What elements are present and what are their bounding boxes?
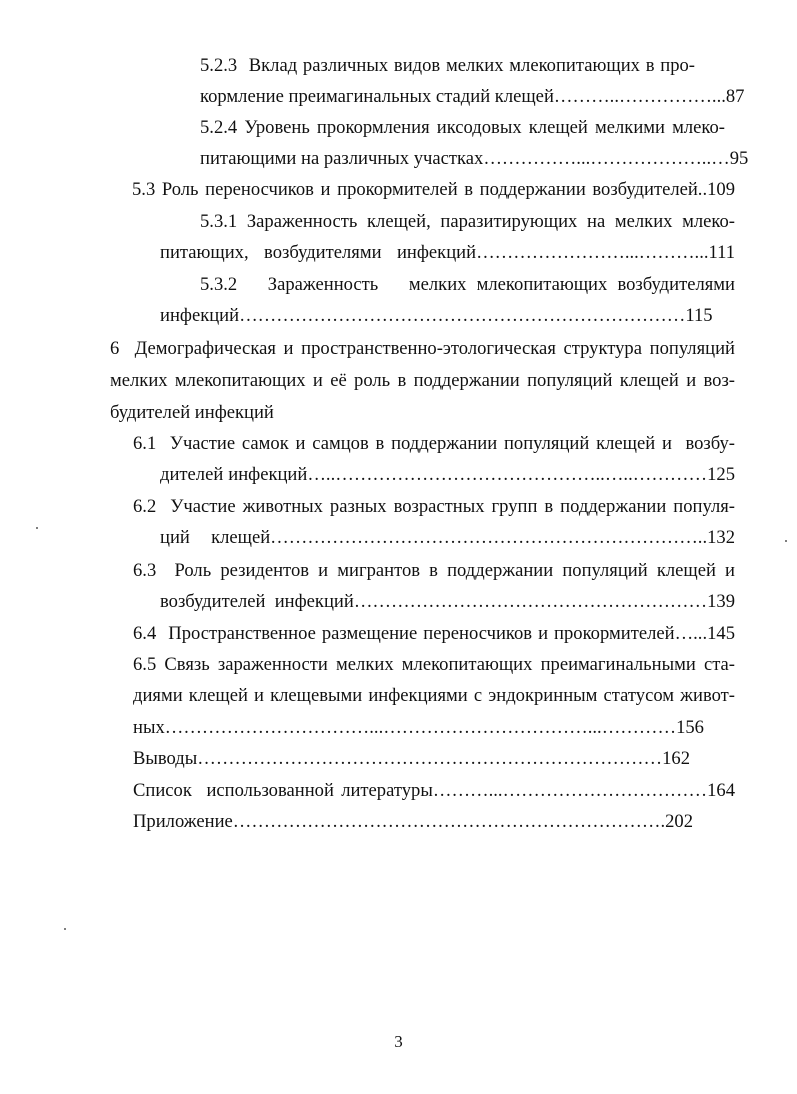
toc-line: дителей инфекций…..……………………………………..…..…………125 — [160, 464, 735, 485]
toc-chapter-line: мелких млекопитающих и её роль в поддержании популяций клещей и воз- — [110, 370, 735, 391]
toc-line: 6.3 Роль резидентов и мигрантов в поддержании популяций клещей и — [133, 560, 735, 581]
toc-line: Приложение…………………………………………………………….202 — [133, 811, 693, 832]
toc-chapter-line: 6 Демографическая и пространственно-этологическая структура популяций — [110, 338, 735, 359]
toc-chapter-line: будителей инфекций — [110, 402, 274, 423]
toc-line: Список использованной литературы………...……………………………164 — [133, 780, 735, 801]
toc-line: 5.2.4 Уровень прокормления иксодовых клещей мелкими млеко- — [200, 117, 725, 138]
scan-speck — [64, 928, 66, 930]
toc-line: ций клещей……………………………………………………………..132 — [160, 527, 735, 548]
toc-line: 6.5 Связь зараженности мелких млекопитающих преимагинальными ста- — [133, 654, 735, 675]
toc-line: 5.3.2 Зараженность мелких млекопитающих возбудителями — [200, 274, 735, 295]
toc-line: Выводы…………………………………………………………………162 — [133, 748, 690, 769]
toc-line: диями клещей и клещевыми инфекциями с эндокринным статусом живот- — [133, 685, 735, 706]
scan-speck — [785, 540, 787, 542]
toc-line: питающих, возбудителями инфекций……………………...………...111 — [160, 242, 735, 263]
toc-line: инфекций………………………………………………………………115 — [160, 305, 713, 326]
toc-line: ных……………………………...……………………………...…………156 — [133, 717, 704, 738]
scan-speck — [36, 527, 38, 529]
toc-line: 5.2.3 Вклад различных видов мелких млекопитающих в про- — [200, 55, 695, 76]
toc-line: питающими на различных участках……………...………………..…95 — [200, 148, 749, 169]
toc-line: 6.1 Участие самок и самцов в поддержании популяций клещей и возбу- — [133, 433, 735, 454]
toc-line: 6.2 Участие животных разных возрастных групп в поддержании популя- — [133, 496, 735, 517]
page-number: 3 — [394, 1032, 403, 1051]
toc-line: 6.4 Пространственное размещение переносчиков и прокормителей…...145 — [133, 623, 735, 644]
toc-line: 5.3 Роль переносчиков и прокормителей в поддержании возбудителей..109 — [132, 179, 735, 200]
toc-line: возбудителей инфекций…………………………………………………139 — [160, 591, 735, 612]
toc-line: 5.3.1 Зараженность клещей, паразитирующих на мелких млеко- — [200, 211, 735, 232]
toc-line: кормление преимагинальных стадий клещей………..……………...87 — [200, 86, 745, 107]
